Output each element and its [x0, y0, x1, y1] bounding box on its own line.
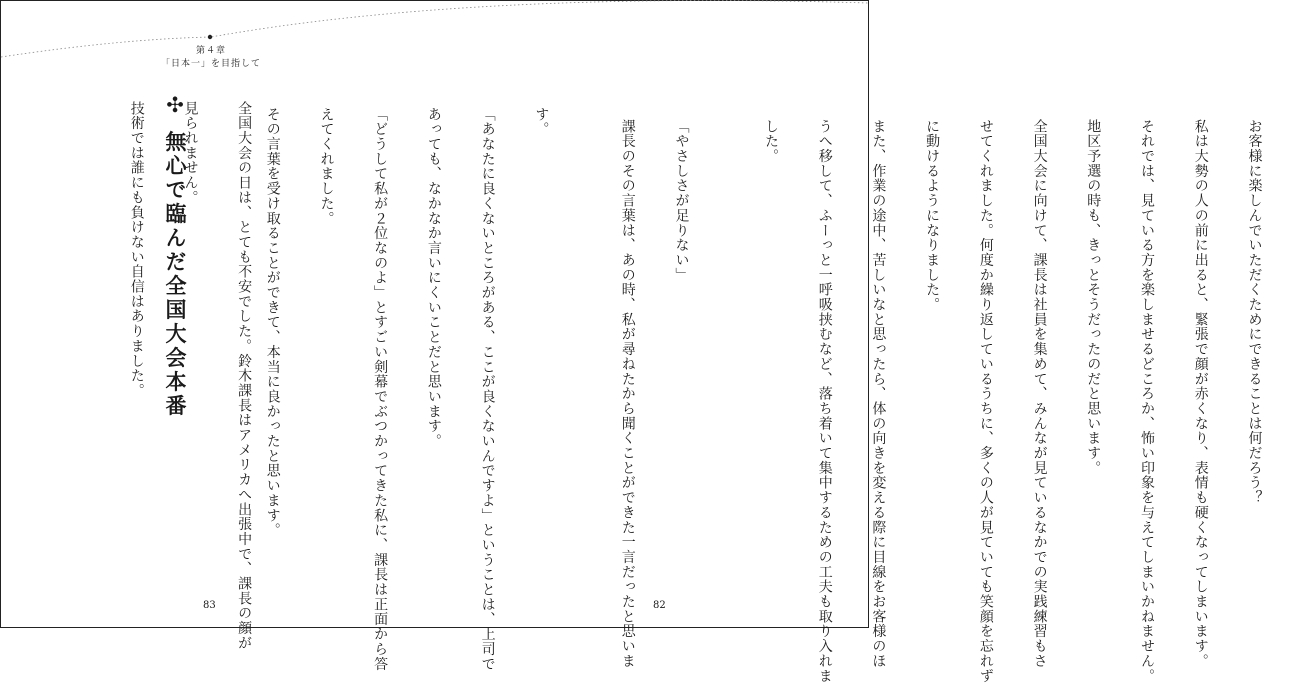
text-line: 「あなたに良くないところがある、ここが良くないんですよ」ということは、上司で [479, 107, 496, 672]
chapter-number: 第４章 [195, 46, 226, 56]
text-line: 全国大会に向けて、課長は社員を集めて、みんなが見ているなかでの実践練習もさ [1031, 119, 1048, 669]
text-line: えてくれました。 [318, 107, 335, 226]
decorative-arc [1, 1, 868, 61]
text-line: その言葉を受け取ることができて、本当に良かったと思います。 [264, 107, 281, 538]
text-line: また、作業の途中、苦しいなと思ったら、体の向きを変える際に目線をお客様のほ [870, 119, 887, 669]
text-line: 私は大勢の人の前に出ると、緊張で顔が赤くなり、表情も硬くなってしまいます。 [1192, 119, 1209, 669]
text-line: に動けるようになりました。 [924, 119, 941, 313]
page-number-left: 83 [203, 600, 216, 611]
text-line: す。 [533, 107, 550, 137]
running-header [151, 45, 271, 71]
text-line: 「やさしさが足りない」 [673, 119, 690, 283]
text-line: お客様に楽しんでいただくためにできることは何だろう？ [1246, 119, 1263, 506]
text-line: 技術では誰にも負けない自信はありました。 [128, 101, 145, 398]
text-line: それでは、見ている方を楽しませるどころか、怖い印象を与えてしまいかねません。 [1139, 119, 1155, 683]
section-title: ✣ 無心で臨んだ全国大会本番 [163, 93, 187, 419]
page-number-right: 82 [653, 600, 666, 611]
text-line: うへ移して、ふーっと一呼吸挟むなど、落ち着いて集中するための工夫も取り入れま [816, 119, 833, 683]
chapter-title: 「日本一」を目指して [160, 59, 261, 69]
text-line: 地区予選の時も、きっとそうだったのだと思います。 [1085, 119, 1102, 476]
text-line: 全国大会の日は、とても不安でした。鈴木課長はアメリカへ出張中で、課長の顔が [236, 101, 253, 651]
text-line: 「どうして私が２位なのよ」とすごい剣幕でぶつかってきた私に、課長は正面から答 [372, 107, 389, 672]
text-line: せてくれました。何度か繰り返しているうちに、多くの人が見ていても笑顔を忘れず [977, 119, 994, 683]
text-line: 課長のその言葉は、あの時、私が尋ねたから聞くことができた一言だったと思いま [619, 119, 636, 669]
text-line: した。 [762, 119, 779, 164]
text-line: 見られません。 [182, 101, 199, 205]
text-line: あっても、なかなか言いにくいことだと思います。 [425, 107, 442, 449]
